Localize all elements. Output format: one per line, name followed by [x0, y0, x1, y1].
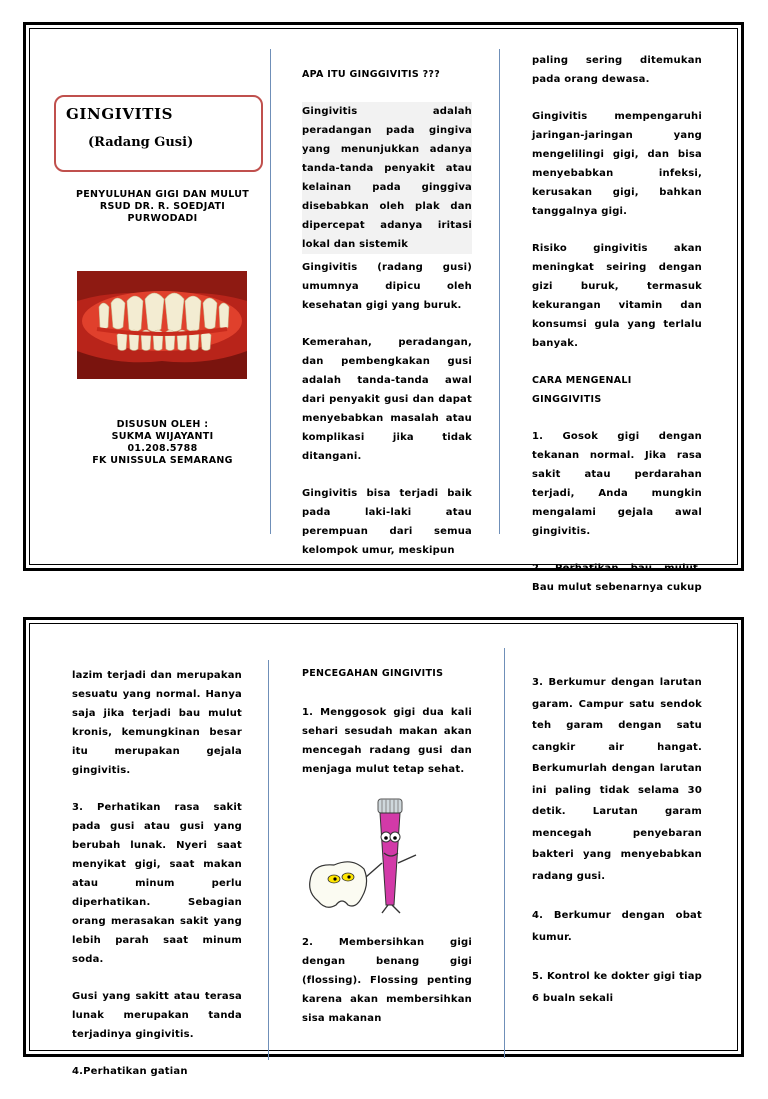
author-block	[50, 419, 275, 467]
column-divider	[268, 660, 269, 1060]
paragraph: 1. Menggosok gigi dua kali sehari sesudah makan akan mencegah radang gusi dan menjaga mulut tetap sehat.	[302, 707, 472, 775]
column-divider	[504, 648, 505, 1058]
column-divider	[499, 49, 500, 534]
column-prevention	[302, 664, 472, 1046]
page-inner-border	[29, 623, 738, 1077]
column-what-is-gingivitis	[302, 65, 472, 578]
paragraph: Gingivitis mempengaruhi jaringan-jaringan yang mengelilingi gigi, dan bisa menyebabkan infeksi, kerusakan gigi, bahkan tanggalnya gigi.	[532, 111, 702, 217]
brochure-title: GINGIVITIS	[66, 105, 174, 123]
paragraph: 5. Kontrol ke dokter gigi tiap 6 bualn sekali	[532, 971, 702, 1004]
paragraph: 2. Membersihkan gigi dengan benang gigi (flossing). Flossing penting karena akan membersihkan sisa makanan	[302, 937, 472, 1024]
author-line: FK UNISSULA SEMARANG	[92, 455, 233, 466]
paragraph: 3. Berkumur dengan larutan garam. Campur satu sendok teh garam dengan satu cangkir air hangat. Berkumurlah dengan larutan ini paling tidak selama 30 detik. Larutan garam mencegah penyebaran bakteri yang menyebabkan radang gusi.	[532, 677, 702, 882]
paragraph: 4. Berkumur dengan obat kumur.	[532, 910, 702, 943]
section-heading: CARA MENGENALI GINGGIVITIS	[532, 375, 632, 405]
org-line: PENYULUHAN GIGI DAN MULUT	[75, 189, 250, 200]
column-divider	[270, 49, 271, 534]
author-line: SUKMA WIJAYANTI	[111, 431, 214, 442]
organization-block	[50, 189, 275, 225]
paragraph: Gusi yang sakitt atau terasa lunak merupakan tanda terjadinya gingivitis.	[72, 991, 242, 1040]
section-heading: PENCEGAHAN GINGIVITIS	[302, 668, 444, 679]
column-recognizing-gingivitis	[532, 51, 702, 615]
org-line: RSUD DR. R. SOEDJATI	[99, 201, 226, 212]
paragraph: 4.Perhatikan gatian	[72, 1066, 188, 1077]
section-heading: APA ITU GINGGIVITIS ???	[302, 69, 441, 80]
org-line: PURWODADI	[127, 213, 198, 224]
brochure-page-inside	[23, 617, 744, 1077]
page-inner-border	[29, 28, 738, 593]
paragraph: lazim terjadi dan merupakan sesuatu yang normal. Hanya saja jika terjadi bau mulut kronis, kemungkinan besar itu merupakan gejala gingivitis.	[72, 670, 242, 776]
author-line: 01.208.5788	[127, 443, 198, 454]
teeth-photo	[77, 271, 247, 379]
brochure-page-front	[23, 22, 744, 593]
paragraph: Gingivitis bisa terjadi baik pada laki-laki atau perempuan dari semua kelompok umur, meskipun	[302, 488, 472, 556]
paragraph: paling sering ditemukan pada orang dewasa.	[532, 55, 702, 85]
paragraph: 3. Perhatikan rasa sakit pada gusi atau gusi yang berubah lunak. Nyeri saat menyikat gigi, saat makan atau minum perlu diperhatikan. Sebagian orang merasakan sakit yang lebih parah saat minum soda.	[72, 802, 242, 965]
paragraph: 2. Perhatikan bau mulut. Bau mulut sebenarnya cukup	[532, 563, 702, 593]
paragraph: Risiko gingivitis akan meningkat seiring dengan gizi buruk, termasuk kekurangan vitamin dan konsumsi gula yang terlalu banyak.	[532, 243, 702, 349]
paragraph: Kemerahan, peradangan, dan pembengkakan gusi adalah tanda-tanda awal dari penyakit gusi dan dapat menyebabkan masalah atau komplikasi jika tidak ditangani.	[302, 337, 472, 462]
paragraph: 1. Gosok gigi dengan tekanan normal. Jika rasa sakit atau perdarahan terjadi, Anda mungkin mengalami gejala awal gingivitis.	[532, 431, 702, 537]
paragraph: Gingivitis (radang gusi) umumnya dipicu oleh kesehatan gigi yang buruk.	[302, 262, 472, 311]
column-prevention-continued	[532, 672, 702, 1027]
author-line: DISUSUN OLEH :	[116, 419, 209, 430]
toothbrush-cartoon-illustration	[304, 797, 424, 917]
paragraph: Gingivitis adalah peradangan pada gingiva yang menunjukkan adanya tanda-tanda penyakit atau kelainan pada ginggiva disebabkan oleh plak dan dipercepat adanya iritasi lokal dan sistemik	[302, 102, 472, 254]
title-box	[54, 95, 263, 172]
column-symptoms	[72, 666, 242, 1099]
brochure-subtitle: (Radang Gusi)	[88, 135, 194, 150]
